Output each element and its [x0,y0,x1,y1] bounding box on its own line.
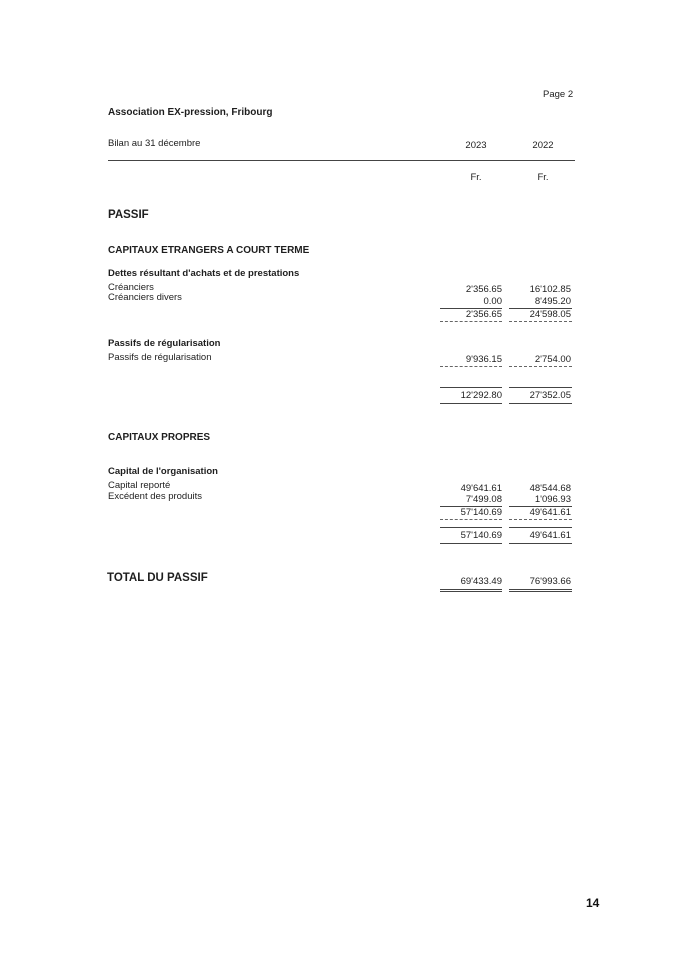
value-creanciers-2022: 16'102.85 [529,284,571,295]
row-label-creanciers: Créanciers [108,282,154,293]
value-creanciers-divers-2022: 8'495.20 [534,296,571,307]
debts-title: Dettes résultant d'achats et de prestations [108,268,300,279]
value-creanciers-2023: 2'356.65 [465,284,502,295]
accruals-rule-2023 [440,366,502,367]
statement-title: Bilan au 31 décembre [108,138,201,149]
organization-name: Association EX-pression, Fribourg [108,107,273,118]
capital-subtotal-2023: 57'140.69 [460,507,502,518]
value-accruals-2023: 9'936.15 [465,354,502,365]
debts-subtotal-under-rule-2022 [509,321,572,322]
value-accruals-2022: 2'754.00 [534,354,571,365]
header-divider [108,160,575,161]
equity-total-rule-2022 [509,527,572,528]
equity-total-rule-2023 [440,527,502,528]
debts-subtotal-2022: 24'598.05 [529,309,571,320]
currency-2023: Fr. [470,172,482,183]
foreign-total-2023: 12'292.80 [460,390,502,401]
foreign-total-under-rule-2022 [509,403,572,404]
page-label: Page 2 [543,89,574,100]
foreign-capital-title: CAPITAUX ETRANGERS A COURT TERME [108,245,310,256]
grand-total-2023: 69'433.49 [460,576,502,587]
equity-title: CAPITAUX PROPRES [108,432,211,443]
grand-total-double-rule-2022 [509,589,572,592]
equity-total-under-rule-2023 [440,543,502,544]
debts-subtotal-under-rule-2023 [440,321,502,322]
grand-total-label: TOTAL DU PASSIF [107,572,208,584]
foreign-total-rule-2022 [509,387,572,388]
capital-subtotal-2022: 49'641.61 [529,507,571,518]
capital-subtotal-under-rule-2022 [509,519,572,520]
accruals-rule-2022 [509,366,572,367]
value-excedent-2023: 7'499.08 [465,494,502,505]
equity-total-2023: 57'140.69 [460,530,502,541]
debts-subtotal-2023: 2'356.65 [465,309,502,320]
capital-title: Capital de l'organisation [108,466,218,477]
value-excedent-2022: 1'096.93 [534,494,571,505]
currency-2022: Fr. [537,172,549,183]
year-2023-header: 2023 [465,140,487,151]
foreign-total-2022: 27'352.05 [529,390,571,401]
page-number: 14 [586,896,600,910]
row-label-capital-reporte: Capital reporté [108,480,171,491]
row-label-accruals: Passifs de régularisation [108,352,212,363]
equity-total-2022: 49'641.61 [529,530,571,541]
grand-total-2022: 76'993.66 [529,576,571,587]
capital-subtotal-under-rule-2023 [440,519,502,520]
value-capital-reporte-2022: 48'544.68 [529,483,571,494]
equity-total-under-rule-2022 [509,543,572,544]
row-label-creanciers-divers: Créanciers divers [108,292,182,303]
value-capital-reporte-2023: 49'641.61 [460,483,502,494]
accruals-title: Passifs de régularisation [108,338,221,349]
row-label-excedent: Excédent des produits [108,491,203,502]
section-title: PASSIF [108,209,149,221]
value-creanciers-divers-2023: 0.00 [483,296,502,307]
foreign-total-under-rule-2023 [440,403,502,404]
foreign-total-rule-2023 [440,387,502,388]
grand-total-double-rule-2023 [440,589,502,592]
year-2022-header: 2022 [532,140,554,151]
